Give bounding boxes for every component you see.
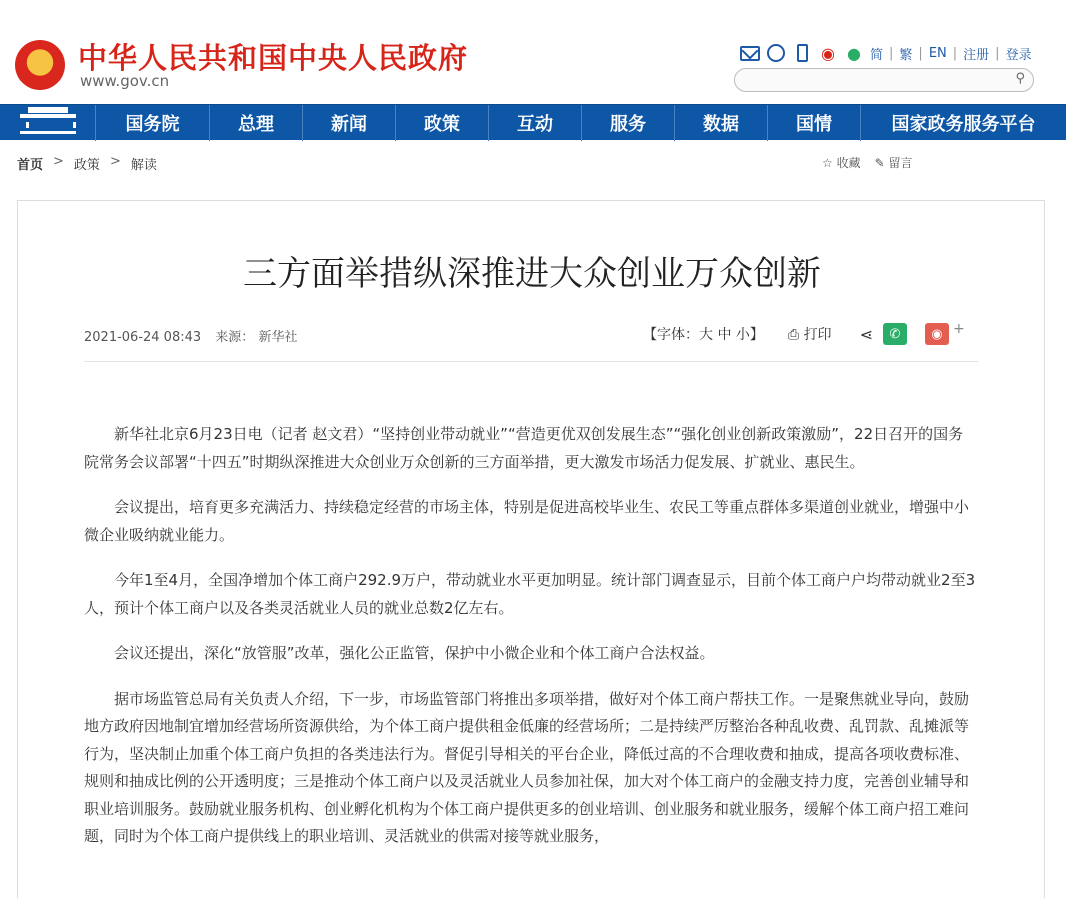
site-url[interactable]: www.gov.cn	[80, 72, 170, 90]
traditional-chinese-link[interactable]: 繁	[899, 47, 913, 63]
nav-item-news[interactable]: 新闻	[303, 105, 396, 141]
article-paragraph: 今年1至4月，全国净增加个体工商户292.9万户，带动就业水平更加明显。统计部门调查显示，目前个体工商户户均带动就业2至3人，预计个体工商户以及各类灵活就业人员的就业总数2亿左右。	[84, 571, 976, 617]
english-link[interactable]: EN	[928, 45, 947, 61]
national-emblem-icon: ★	[15, 40, 65, 90]
comment-button[interactable]	[875, 154, 913, 171]
separator: |	[952, 45, 958, 61]
printer-icon: ⎙	[787, 327, 800, 343]
article-meta	[84, 326, 297, 345]
separator: |	[995, 45, 1000, 61]
mobile-icon[interactable]	[792, 44, 812, 62]
login-link[interactable]: 登录	[1005, 47, 1032, 63]
comment-label: 留言	[888, 156, 913, 170]
weibo-share-icon[interactable]: ◉	[925, 323, 949, 345]
wechat-share-icon[interactable]: ✆	[883, 323, 907, 345]
main-nav	[0, 104, 1066, 140]
article-paragraph: 据市场监管总局有关负责人介绍，下一步，市场监管部门将推出多项举措，做好对个体工商户帮扶工作。一是聚焦就业导向，鼓励地方政府因地制宜增加经营场所资源供给，为个体工商户提供租金低廉的经营场所；二是持续严厉整治各种乱收费、乱罚款、乱摊派等行为，坚决制止加重个体工商户负担的各类违法行为。督促引导相关的平台企业，降低过高的不合理收费和抽成，提高各项收费标准、规则和抽成比例的公开透明度；三是推动个体工商户以及灵活就业人员参加社保，加大对个体工商户的金融支持力度，完善创业辅导和职业培训服务。鼓励就业服务机构、创业孵化机构为个体工商户提供更多的创业培训、创业服务和就业服务，缓解个体工商户招工难问题，同时为个体工商户提供线上的职业培训、灵活就业的供需对接等就业服务，	[84, 689, 970, 845]
pencil-icon: ✎	[874, 156, 885, 170]
nav-item-national-conditions[interactable]: 国情	[768, 105, 861, 141]
article-tools	[643, 323, 965, 345]
source-value: 新华社	[258, 330, 298, 345]
separator: |	[918, 45, 923, 61]
favorite-button[interactable]	[822, 154, 861, 171]
separator: |	[889, 45, 894, 61]
chat-icon[interactable]	[766, 44, 786, 62]
article-container	[17, 200, 1045, 898]
breadcrumb-home[interactable]: 首页	[17, 158, 44, 173]
search-input[interactable]	[734, 68, 1034, 92]
page-actions	[822, 154, 913, 171]
nav-item-policy[interactable]: 政策	[396, 105, 489, 141]
nav-item-data[interactable]: 数据	[675, 105, 768, 141]
chevron-right-icon: >	[109, 154, 121, 169]
article-title: 三方面举措纵深推进大众创业万众创新	[243, 254, 821, 294]
chevron-right-icon: >	[53, 154, 64, 169]
article-paragraph: 新华社北京6月23日电（记者 赵文君）“坚持创业带动就业”“营造更优双创发展生态”“强化创业创新政策激励”，22日召开的国务院常务会议部署“十四五”时期纵深推进大众创业万众创新的三方面举措，更大激发市场活力促发展、扩就业、惠民生。	[84, 425, 964, 471]
weibo-icon[interactable]: ◉	[821, 43, 835, 63]
simplified-chinese-link[interactable]: 简	[870, 47, 884, 63]
article-paragraph: 会议提出，培育更多充满活力、持续稳定经营的市场主体，特别是促进高校毕业生、农民工等重点群体多渠道创业就业，增强中小微企业吸纳就业能力。	[84, 498, 970, 544]
publish-date: 2021-06-24 08:43	[84, 330, 202, 345]
font-size-selector[interactable]: 【字体：大 中 小】	[643, 327, 764, 343]
star-icon: ☆	[822, 156, 833, 170]
more-share-icon[interactable]: +	[952, 321, 965, 337]
site-header	[0, 0, 1066, 104]
breadcrumb-interpretation[interactable]: 解读	[130, 158, 157, 173]
article-paragraph: 会议还提出，深化“放管服”改革，强化公正监管，保护中小微企业和个体工商户合法权益。	[114, 644, 715, 662]
nav-item-premier[interactable]: 总理	[210, 105, 303, 141]
print-button[interactable]	[788, 324, 832, 344]
breadcrumb	[17, 154, 157, 173]
source-label: 来源：	[215, 330, 255, 345]
meta-divider	[84, 361, 978, 362]
nav-item-state-council[interactable]: 国务院	[96, 105, 210, 141]
print-label: 打印	[803, 327, 832, 343]
mail-icon[interactable]	[740, 44, 760, 62]
tiananmen-logo-icon[interactable]	[0, 105, 96, 141]
favorite-label: 收藏	[836, 156, 861, 170]
nav-item-interaction[interactable]: 互动	[489, 105, 582, 141]
search-icon[interactable]: ⚲	[1015, 71, 1025, 86]
register-link[interactable]: 注册	[963, 47, 990, 63]
breadcrumb-policy[interactable]: 政策	[73, 158, 100, 173]
top-tools	[740, 42, 1032, 64]
wechat-icon[interactable]: ●	[847, 43, 861, 63]
nav-item-service-platform[interactable]: 国家政务服务平台	[891, 114, 1036, 135]
article-body	[84, 421, 978, 869]
nav-item-services[interactable]: 服务	[582, 105, 675, 141]
share-icon[interactable]: ⋖	[859, 324, 873, 344]
site-title[interactable]: 中华人民共和国中央人民政府	[78, 41, 469, 75]
